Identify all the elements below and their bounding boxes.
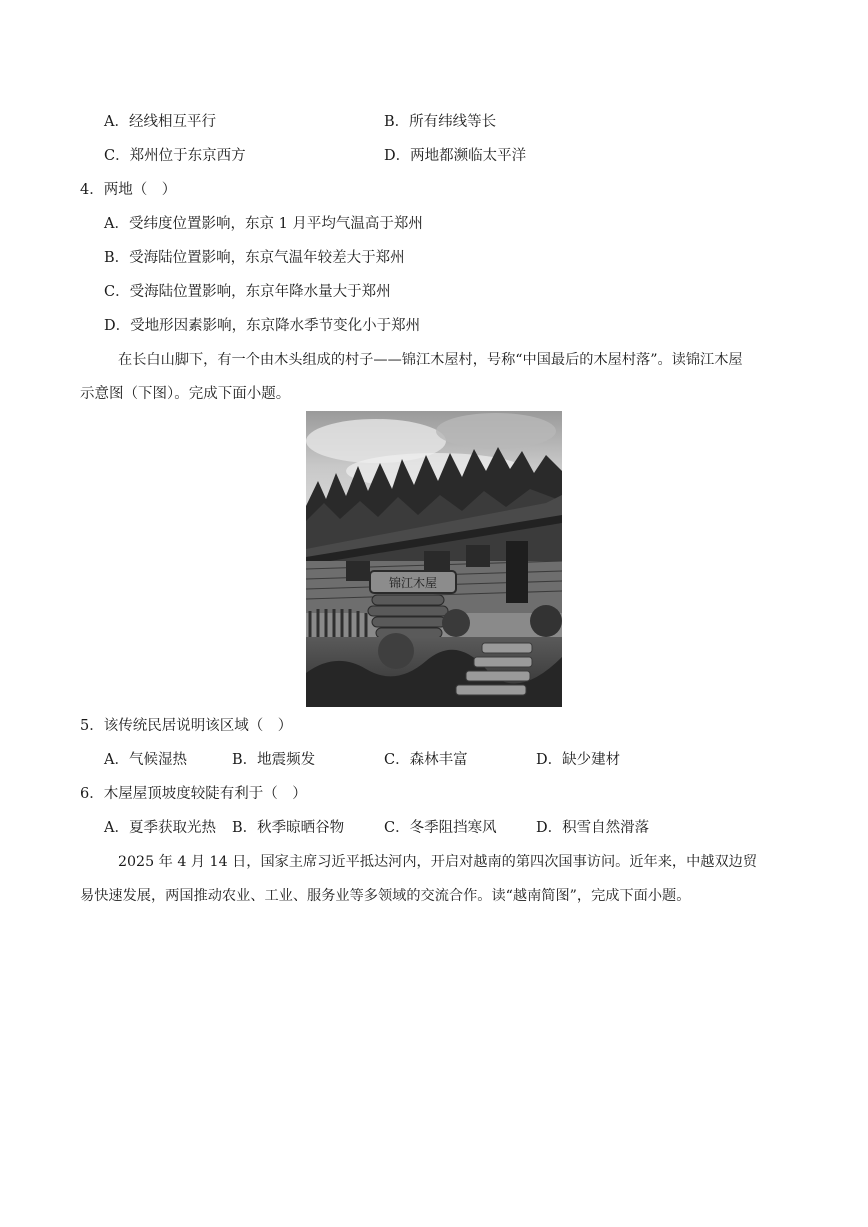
q6-option-a: A．夏季获取光热 — [104, 820, 216, 836]
q6-stem: 6．木屋屋顶坡度较陡有利于（ ） — [80, 786, 307, 802]
log-pile — [368, 595, 448, 638]
passage1-line1: 在长白山脚下，有一个由木头组成的村子——锦江木屋村，号称“中国最后的木屋村落”。读锦江木屋 — [118, 352, 743, 368]
q3-option-d: D．两地都濒临太平洋 — [384, 148, 527, 164]
q6-option-c: C．冬季阻挡寒风 — [384, 820, 497, 836]
q5-option-c: C．森林丰富 — [384, 752, 468, 768]
sign-text: 锦江木屋 — [388, 576, 438, 590]
q4-stem: 4．两地（ ） — [80, 182, 177, 198]
q6-option-d: D．积雪自然滑落 — [536, 820, 650, 836]
q3-option-a: A．经线相互平行 — [104, 114, 216, 130]
window — [346, 561, 370, 581]
q5-option-a: A．气候湿热 — [104, 752, 187, 768]
window — [466, 545, 490, 567]
q6-option-b: B．秋季晾晒谷物 — [232, 820, 345, 836]
bush — [378, 633, 414, 669]
door — [506, 541, 528, 603]
q5-option-d: D．缺少建材 — [536, 752, 621, 768]
q4-option-a: A．受纬度位置影响，东京 1 月平均气温高于郑州 — [104, 216, 423, 232]
q4-option-b: B．受海陆位置影响，东京气温年较差大于郑州 — [104, 250, 405, 266]
q3-option-b: B．所有纬线等长 — [384, 114, 497, 130]
passage2-line1: 2025 年 4 月 14 日，国家主席习近平抵达河内，开启对越南的第四次国事访问。近年来，中越双边贸 — [118, 854, 758, 870]
bush — [530, 605, 562, 637]
q4-option-d: D．受地形因素影响，东京降水季节变化小于郑州 — [104, 318, 421, 334]
bush — [442, 609, 470, 637]
cloud — [436, 413, 556, 449]
q3-option-c: C．郑州位于东京西方 — [104, 148, 246, 164]
window — [424, 551, 450, 573]
q5-option-b: B．地震频发 — [232, 752, 316, 768]
q4-option-c: C．受海陆位置影响，东京年降水量大于郑州 — [104, 284, 391, 300]
q5-stem: 5．该传统民居说明该区域（ ） — [80, 718, 293, 734]
passage1-line2: 示意图（下图）。完成下面小题。 — [80, 386, 291, 402]
wooden-house-photo — [306, 411, 562, 707]
passage2-line2: 易快速发展，两国推动农业、工业、服务业等多领域的交流合作。读“越南简图”，完成下面小题。 — [80, 888, 691, 904]
